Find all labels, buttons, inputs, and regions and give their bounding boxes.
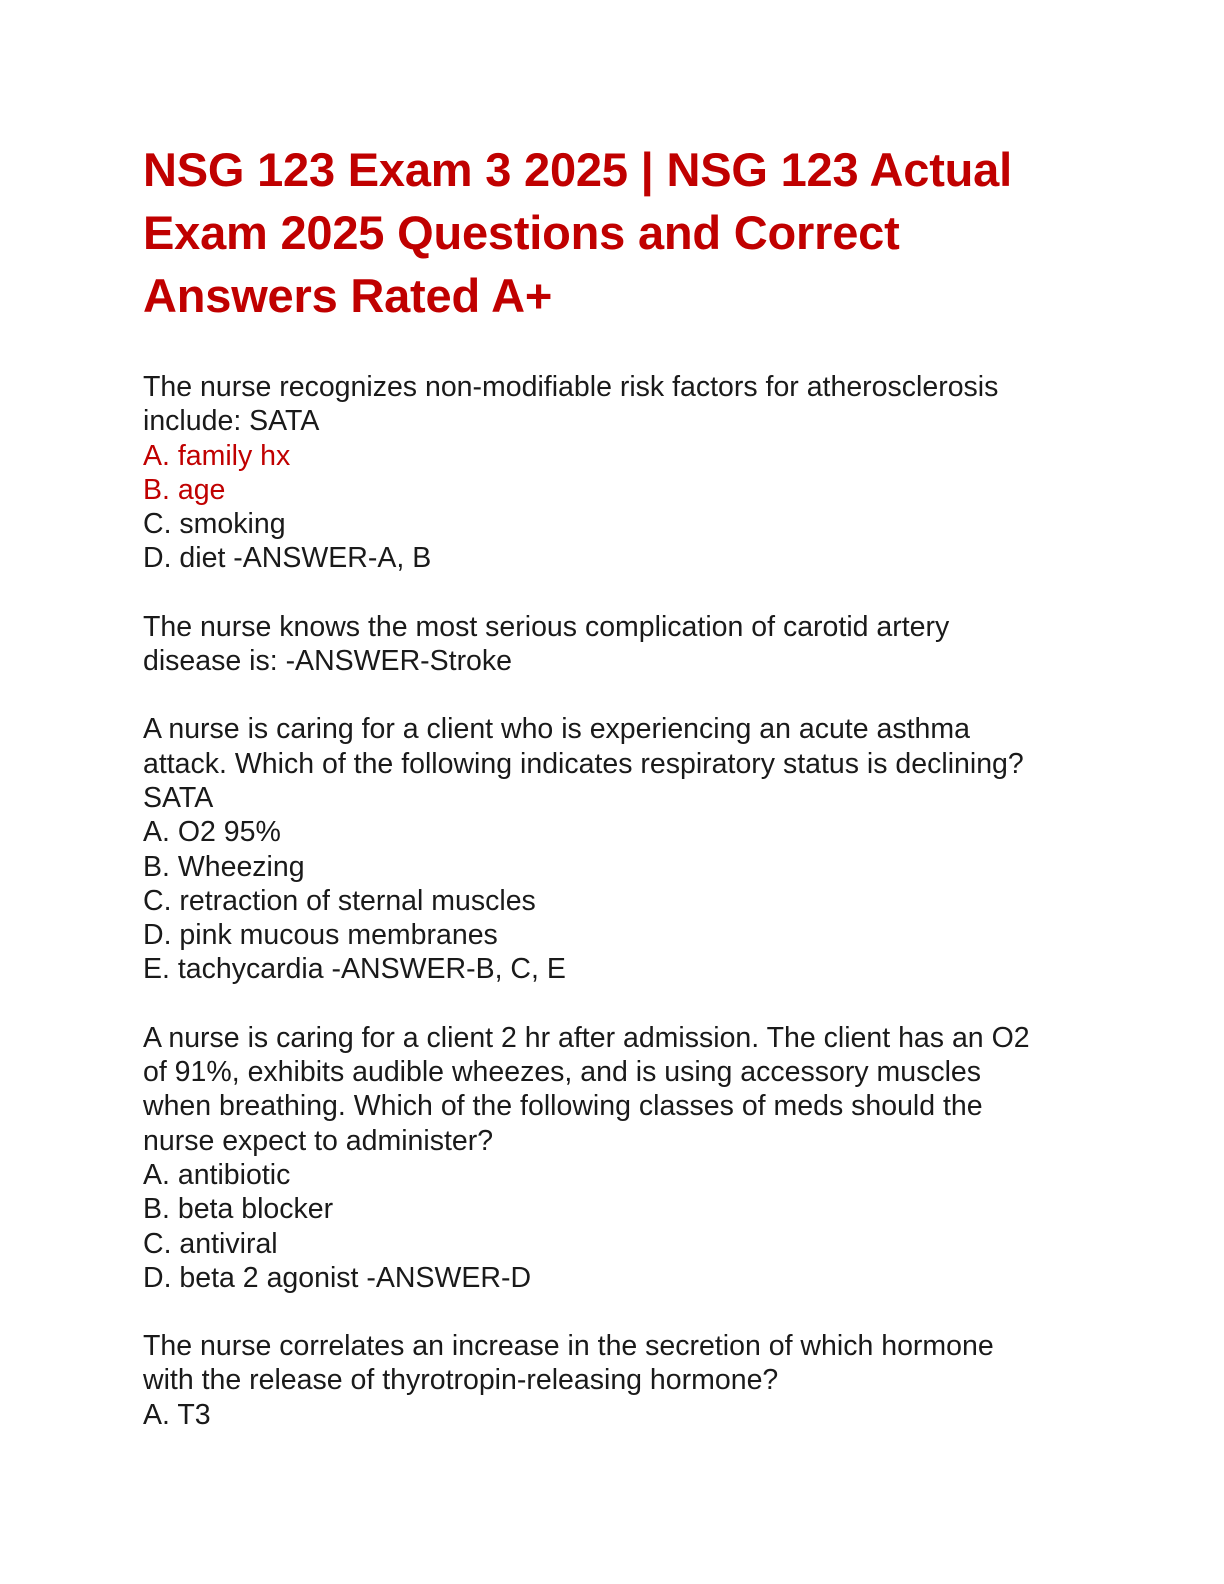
question-text-line: C. retraction of sternal muscles <box>143 884 536 917</box>
question-text-line: A. antibiotic <box>143 1158 291 1191</box>
question-text-line: B. Wheezing <box>143 850 305 883</box>
question-text-line: The nurse knows the most serious complication of carotid artery <box>143 610 950 643</box>
question-text-line: The nurse correlates an increase in the secretion of which hormone <box>143 1330 994 1363</box>
question-text-line: SATA <box>143 781 214 814</box>
highlighted-answer-option: B. age <box>143 473 226 506</box>
question-text-line: A nurse is caring for a client who is experiencing an acute asthma <box>143 713 970 746</box>
question-text-line: D. pink mucous membranes <box>143 919 498 952</box>
question-text-line: D. diet -ANSWER-A, B <box>143 542 432 575</box>
question-text-line: C. antiviral <box>143 1227 278 1260</box>
document-title: NSG 123 Exam 3 2025 | NSG 123 Actual Exam 2025 Questions and Correct Answers Rated A+ <box>143 143 1012 322</box>
question-text-line: A. O2 95% <box>143 816 281 849</box>
question-block <box>143 1329 1103 1432</box>
question-block <box>143 712 1103 986</box>
question-text-line: of 91%, exhibits audible wheezes, and is using accessory muscles <box>143 1056 982 1089</box>
question-text-line: disease is: -ANSWER-Stroke <box>143 645 513 678</box>
question-block <box>143 370 1103 576</box>
question-text-line: E. tachycardia -ANSWER-B, C, E <box>143 953 566 986</box>
question-text-line: A nurse is caring for a client 2 hr after admission. The client has an O2 <box>143 1021 1030 1054</box>
question-text-line: include: SATA <box>143 405 320 438</box>
question-text-line: A. T3 <box>143 1398 211 1431</box>
question-text-line: The nurse recognizes non-modifiable risk factors for atherosclerosis <box>143 371 999 403</box>
question-text-line: D. beta 2 agonist -ANSWER-D <box>143 1261 532 1294</box>
question-block <box>143 1021 1103 1295</box>
question-text-line: B. beta blocker <box>143 1193 334 1226</box>
question-text-line: when breathing. Which of the following classes of meds should the <box>143 1090 983 1123</box>
highlighted-answer-option: A. family hx <box>143 439 291 472</box>
question-text-line: nurse expect to administer? <box>143 1124 494 1157</box>
question-text-line: C. smoking <box>143 508 286 541</box>
question-block <box>143 610 1103 679</box>
question-list <box>143 370 1103 1432</box>
question-text-line: with the release of thyrotropin-releasing hormone? <box>143 1364 779 1397</box>
document-page <box>143 138 1103 1466</box>
question-text-line: attack. Which of the following indicates respiratory status is declining? <box>143 747 1024 780</box>
